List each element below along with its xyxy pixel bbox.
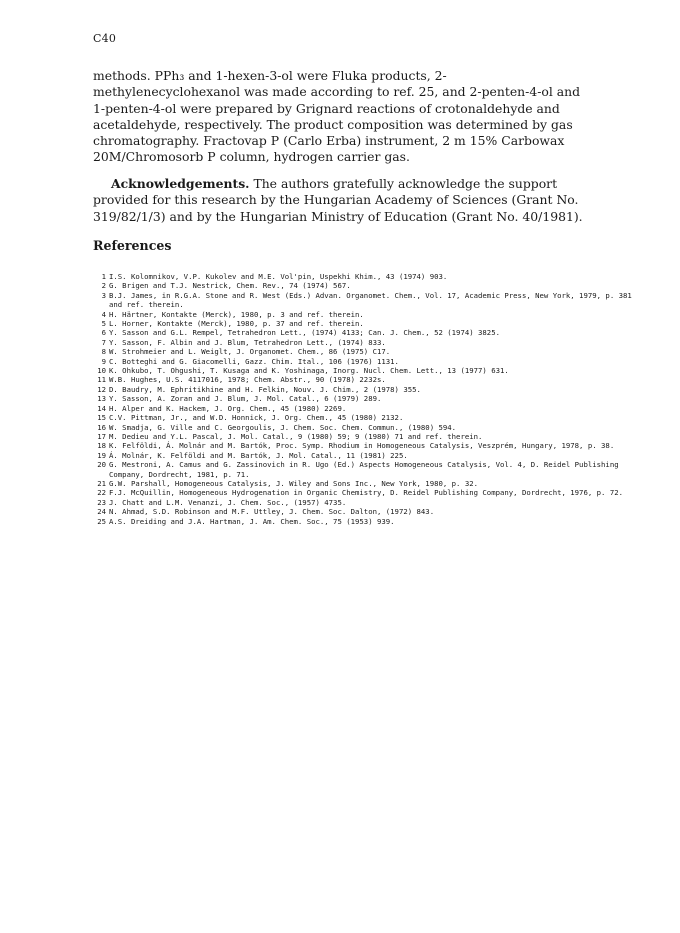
methods-paragraph: methods. PPh₃ and 1-hexen-3-ol were Fluka products, 2-methylenecyclohexanol was made according to ref. 25, and 2-penten-4-ol and 1-penten-4-ol were prepared by Grignard reactions of crotonaldehyde and acetaldehyde, respectively. The product composition was determined by gas chromatography. Fractovap P (Carlo Erba) instrument, 2 m 15% Carbowax 20M/Chromosorb P column, hydrogen carrier gas. — [93, 68, 581, 165]
acknowledgements-text: The authors gratefully acknowledge the support provided for this research by the Hungarian Academy of Sciences (Grant No. 319/82/1/3) and by the Hungarian Ministry of Education (Grant No. 40/1981). — [93, 176, 583, 224]
reference-text: G. Brigen and T.J. Nestrick, Chem. Rev., 74 (1974) 567. — [109, 281, 351, 291]
reference-number: 17 — [97, 431, 106, 441]
reference-number: 25 — [97, 516, 106, 526]
reference-number: 6 — [101, 328, 106, 338]
reference-item — [93, 479, 633, 488]
reference-text: K. Ohkubo, T. Ohgushi, T. Kusaga and K. Yoshinaga, Inorg. Nucl. Chem. Lett., 13 (1977) 631. — [109, 366, 509, 376]
reference-number: 18 — [97, 441, 106, 451]
reference-number: 13 — [97, 394, 106, 404]
reference-item — [93, 281, 633, 290]
reference-text: D. Baudry, M. Ephritikhine and H. Felkin, Nouv. J. Chim., 2 (1978) 355. — [109, 384, 421, 394]
reference-text: C. Botteghi and G. Giacomelli, Gazz. Chim. Ital., 106 (1976) 1131. — [109, 356, 399, 366]
reference-item — [93, 517, 633, 526]
reference-number: 22 — [97, 488, 106, 498]
reference-text: F.J. McQuillin, Homogeneous Hydrogenation in Organic Chemistry, D. Reidel Publishing Company, Dordrecht, 1976, p. 72. — [109, 488, 623, 498]
reference-number: 16 — [97, 422, 106, 432]
reference-number: 24 — [97, 507, 106, 517]
reference-text: K. Felföldi, Á. Molnár and M. Bartók, Proc. Symp. Rhodium in Homogeneous Catalysis, Veszprém, Hungary, 1978, p. 38. — [109, 441, 615, 451]
reference-text: M. Dedieu and Y.L. Pascal, J. Mol. Catal., 9 (1980) 59; 9 (1980) 71 and ref. therein. — [109, 431, 483, 441]
reference-number: 2 — [101, 281, 106, 291]
reference-item — [93, 272, 633, 281]
reference-item — [93, 441, 633, 450]
reference-number: 20 — [97, 460, 106, 470]
reference-text: G.W. Parshall, Homogeneous Catalysis, J. Wiley and Sons Inc., New York, 1980, p. 32. — [109, 478, 479, 488]
reference-item — [93, 413, 633, 422]
reference-number: 7 — [101, 337, 106, 347]
reference-text: Y. Sasson, F. Albin and J. Blum, Tetrahedron Lett., (1974) 833. — [109, 337, 386, 347]
reference-text: Y. Sasson and G.L. Rempel, Tetrahedron Lett., (1974) 4133; Can. J. Chem., 52 (1974) 3825. — [109, 328, 500, 338]
reference-item — [93, 385, 633, 394]
reference-number: 11 — [97, 375, 106, 385]
reference-item — [93, 338, 633, 347]
reference-text: H. Härtner, Kontakte (Merck), 1980, p. 3 and ref. therein. — [109, 309, 364, 319]
reference-number: 9 — [101, 356, 106, 366]
reference-number: 21 — [97, 478, 106, 488]
references-list — [93, 272, 637, 526]
reference-text: A.S. Dreiding and J.A. Hartman, J. Am. Chem. Soc., 75 (1953) 939. — [109, 516, 395, 526]
reference-item — [93, 319, 633, 328]
reference-text: J. Chatt and L.M. Venanzi, J. Chem. Soc., (1957) 4735. — [109, 497, 347, 507]
reference-item — [93, 404, 633, 413]
reference-item — [93, 290, 637, 310]
reference-number: 14 — [97, 403, 106, 413]
reference-text: Y. Sasson, A. Zoran and J. Blum, J. Mol. Catal., 6 (1979) 289. — [109, 394, 382, 404]
references-heading: References — [93, 238, 172, 253]
reference-number: 23 — [97, 497, 106, 507]
reference-text: H. Alper and K. Hackem, J. Org. Chem., 45 (1980) 2269. — [109, 403, 347, 413]
reference-item — [93, 432, 633, 441]
reference-item — [93, 310, 633, 319]
reference-number: 1 — [101, 272, 106, 281]
acknowledgements-section — [93, 176, 593, 225]
reference-item — [93, 488, 633, 497]
acknowledgements-heading: Acknowledgements. — [111, 176, 250, 191]
reference-text: W. Strohmeier and L. Weiglt, J. Organomet. Chem., 86 (1975) C17. — [109, 347, 391, 357]
reference-item — [93, 498, 633, 507]
reference-item — [93, 460, 633, 479]
reference-text: C.V. Pittman, Jr., and W.D. Honnick, J. Org. Chem., 45 (1980) 2132. — [109, 413, 404, 423]
reference-item — [93, 507, 633, 516]
reference-text: Á. Molnár, K. Felföldi and M. Bartók, J. Mol. Catal., 11 (1981) 225. — [109, 450, 408, 460]
methods-section — [93, 68, 593, 166]
reference-number: 4 — [101, 309, 106, 319]
reference-item — [93, 394, 633, 403]
reference-text: N. Ahmad, S.D. Robinson and M.F. Uttley, J. Chem. Soc. Dalton, (1972) 843. — [109, 507, 435, 517]
reference-text: W.B. Hughes, U.S. 4117016, 1978; Chem. Abstr., 90 (1978) 2232s. — [109, 375, 386, 385]
reference-text: B.J. James, in R.G.A. Stone and R. West (Eds.) Advan. Organomet. Chem., Vol. 17, Academic Press, New York, 1979, p. 381 and ref. therein. — [109, 290, 637, 310]
reference-number: 15 — [97, 413, 106, 423]
reference-text: L. Horner, Kontakte (Merck), 1980, p. 37 and ref. therein. — [109, 319, 364, 329]
acknowledgements-paragraph — [93, 176, 593, 225]
reference-item — [93, 423, 633, 432]
reference-item — [93, 366, 633, 375]
reference-item — [93, 328, 633, 337]
page-identifier: C40 — [93, 32, 117, 45]
reference-item — [93, 451, 633, 460]
reference-text: W. Smadja, G. Ville and C. Georgoulis, J. Chem. Soc. Chem. Commun., (1980) 594. — [109, 422, 457, 432]
reference-number: 10 — [97, 366, 106, 376]
reference-item — [93, 375, 633, 384]
reference-item — [93, 357, 633, 366]
reference-number: 19 — [97, 450, 106, 460]
reference-text: G. Mestroni, A. Camus and G. Zassinovich in R. Ugo (Ed.) Aspects Homogeneous Catalysis, Vol. 4, D. Reidel Publishing Company, Dordrecht, 1981, p. 71. — [109, 460, 624, 479]
reference-number: 8 — [101, 347, 106, 357]
reference-number: 12 — [97, 384, 106, 394]
reference-item — [93, 347, 633, 356]
reference-text: I.S. Kolomnikov, V.P. Kukolev and M.E. Vol'pin, Uspekhi Khim., 43 (1974) 903. — [109, 272, 448, 281]
reference-number: 3 — [101, 290, 106, 300]
reference-number: 5 — [101, 319, 106, 329]
